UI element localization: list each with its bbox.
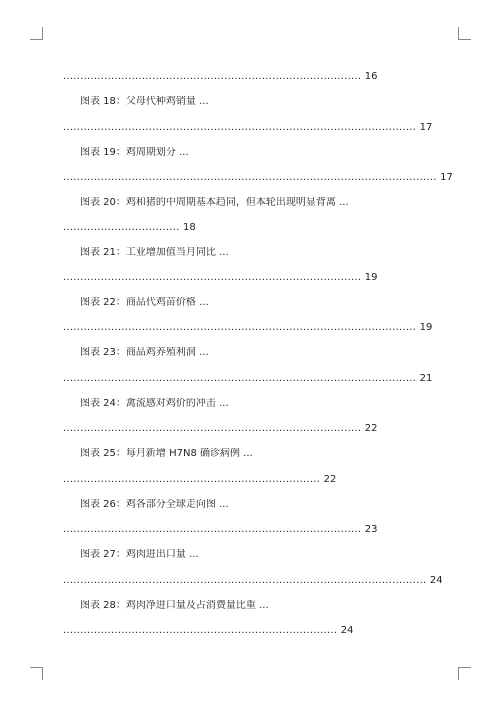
- toc-leader-dots: .......................................................................................................: [63, 122, 417, 133]
- toc-entry-title[interactable]: 图表 18：父母代种鸡销量 ...: [80, 96, 209, 107]
- toc-entry-title[interactable]: 图表 20：鸡和猪的中周期基本趋同，但本轮出现明显背离 ...: [80, 197, 349, 208]
- toc-entry-title[interactable]: 图表 26：鸡各部分全球走向图 ...: [80, 499, 229, 510]
- toc-leader-line[interactable]: [63, 575, 443, 587]
- toc-leader-line[interactable]: [63, 172, 453, 184]
- toc-leader-line[interactable]: [63, 423, 377, 435]
- toc-leader-line[interactable]: [63, 272, 377, 284]
- toc-page-number: 19: [419, 322, 433, 333]
- toc-page-number: 24: [340, 625, 354, 636]
- toc-leader-line[interactable]: [63, 474, 336, 486]
- toc-entry-title[interactable]: 图表 25：每月新增 H7N8 确诊病例 ...: [80, 448, 253, 459]
- toc-page-number: 21: [419, 373, 433, 384]
- toc-leader-dots: ..........................................................................................................: [63, 575, 427, 586]
- toc-page-number: 17: [419, 122, 433, 133]
- toc-page-number: 24: [429, 575, 443, 586]
- toc-page-number: 18: [183, 222, 196, 233]
- toc-page-number: 17: [440, 172, 453, 183]
- toc-entry-title[interactable]: 图表 22：商品代鸡苗价格 ...: [80, 297, 209, 308]
- toc-leader-dots: .............................................................................................................: [63, 172, 437, 183]
- toc-leader-line[interactable]: [63, 625, 353, 637]
- toc-leader-line[interactable]: [63, 71, 377, 83]
- toc-leader-line[interactable]: [63, 322, 432, 334]
- toc-leader-dots: .......................................................................................: [63, 423, 362, 434]
- toc-page-number: 22: [323, 474, 337, 485]
- toc-leader-dots: .......................................................................................................: [63, 322, 417, 333]
- toc-leader-dots: .......................................................................................: [63, 272, 362, 283]
- toc-page-number: 22: [364, 423, 378, 434]
- toc-leader-line[interactable]: [63, 122, 432, 134]
- toc-leader-dots: ..................................: [63, 222, 180, 233]
- toc-leader-dots: .......................................................................................................: [63, 373, 417, 384]
- toc-leader-dots: ...........................................................................: [63, 474, 321, 485]
- toc-entry-title[interactable]: 图表 19：鸡周期划分 ...: [80, 147, 189, 158]
- toc-page-number: 19: [364, 272, 378, 283]
- toc-page-number: 16: [364, 71, 378, 82]
- toc-leader-line[interactable]: [63, 524, 377, 536]
- toc-leader-dots: ................................................................................: [63, 625, 338, 636]
- toc-entry-title[interactable]: 图表 27：鸡肉进出口量 ...: [80, 549, 199, 560]
- toc-entry-title[interactable]: 图表 24：禽流感对鸡价的冲击 ...: [80, 398, 229, 409]
- toc-leader-line[interactable]: [63, 222, 196, 234]
- toc-leader-dots: .......................................................................................: [63, 71, 362, 82]
- toc-entry-title[interactable]: 图表 21：工业增加值当月同比 ...: [80, 247, 229, 258]
- toc-entry-title[interactable]: 图表 23：商品鸡养殖利润 ...: [80, 347, 209, 358]
- toc-page-number: 23: [364, 524, 378, 535]
- toc-leader-line[interactable]: [63, 373, 432, 385]
- toc-entry-title[interactable]: 图表 28：鸡肉净进口量及占消费量比重 ...: [80, 600, 269, 611]
- toc-leader-dots: .......................................................................................: [63, 524, 362, 535]
